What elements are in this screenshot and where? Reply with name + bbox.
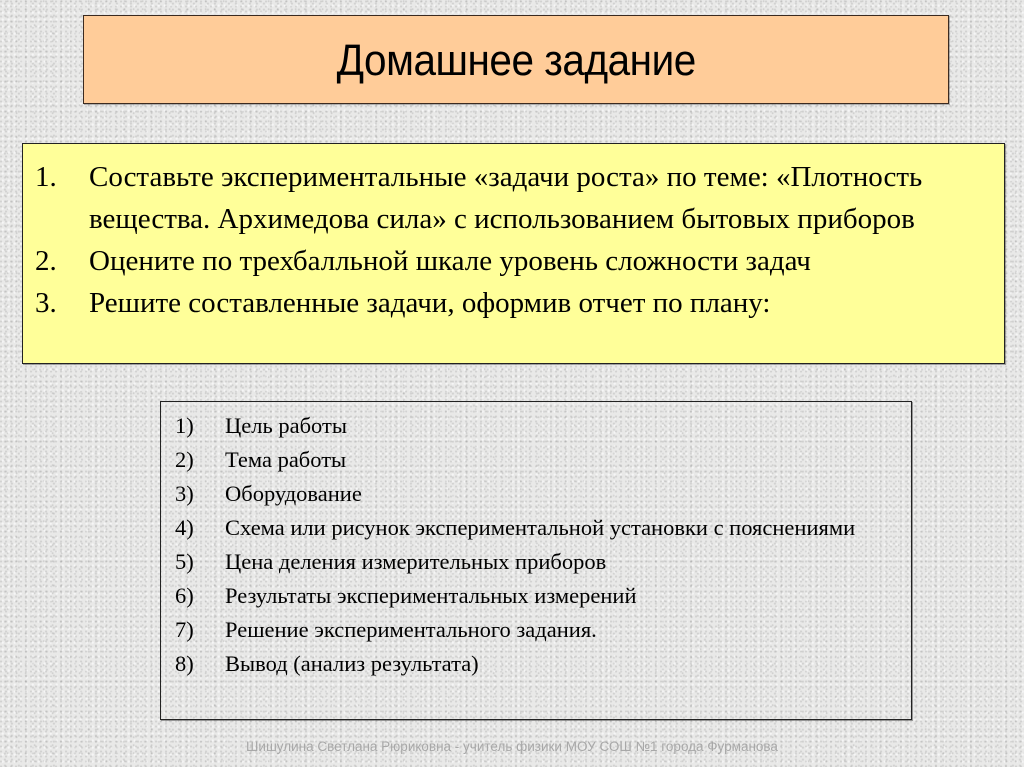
homework-tasks-list [35, 156, 994, 324]
plan-number: 4) [175, 515, 194, 540]
plan-item [175, 545, 901, 579]
plan-number: 3) [175, 481, 194, 506]
plan-item [175, 443, 901, 477]
plan-item [175, 511, 901, 545]
task-text: Оцените по трехбалльной шкале уровень сложности задач [89, 245, 811, 277]
task-text: Решите составленные задачи, оформив отчет по плану: [89, 287, 771, 319]
title-box [83, 15, 949, 104]
report-plan-list [175, 409, 901, 681]
plan-item [175, 613, 901, 647]
task-number: 3. [35, 287, 57, 319]
plan-text: Оборудование [225, 481, 362, 506]
plan-item [175, 647, 901, 681]
plan-text: Результаты экспериментальных измерений [225, 583, 637, 608]
plan-number: 6) [175, 583, 194, 608]
task-item [35, 156, 994, 240]
task-text: Составьте экспериментальные «задачи роста» по теме: «Плотность вещества. Архимедова сила» с использованием бытовых приборов [89, 161, 923, 235]
task-number: 1. [35, 161, 57, 193]
plan-text: Цель работы [225, 413, 347, 438]
plan-number: 2) [175, 447, 194, 472]
plan-number: 8) [175, 651, 194, 676]
plan-item [175, 579, 901, 613]
plan-item [175, 477, 901, 511]
task-item [35, 282, 994, 324]
task-item [35, 240, 994, 282]
plan-item [175, 409, 901, 443]
slide-title: Домашнее задание [336, 35, 696, 85]
plan-text: Тема работы [225, 447, 347, 472]
plan-text: Решение экспериментального задания. [225, 617, 597, 642]
plan-text: Вывод (анализ результата) [225, 651, 479, 676]
slide-footer: Шишулина Светлана Рюриковна - учитель физики МОУ СОШ №1 города Фурманова [246, 739, 778, 754]
plan-text: Схема или рисунок экспериментальной установки с пояснениями [225, 515, 856, 540]
report-plan-box [160, 401, 912, 720]
plan-number: 1) [175, 413, 194, 438]
homework-tasks-box [22, 143, 1005, 364]
plan-number: 5) [175, 549, 194, 574]
plan-text: Цена деления измерительных приборов [225, 549, 607, 574]
task-number: 2. [35, 245, 57, 277]
plan-number: 7) [175, 617, 194, 642]
